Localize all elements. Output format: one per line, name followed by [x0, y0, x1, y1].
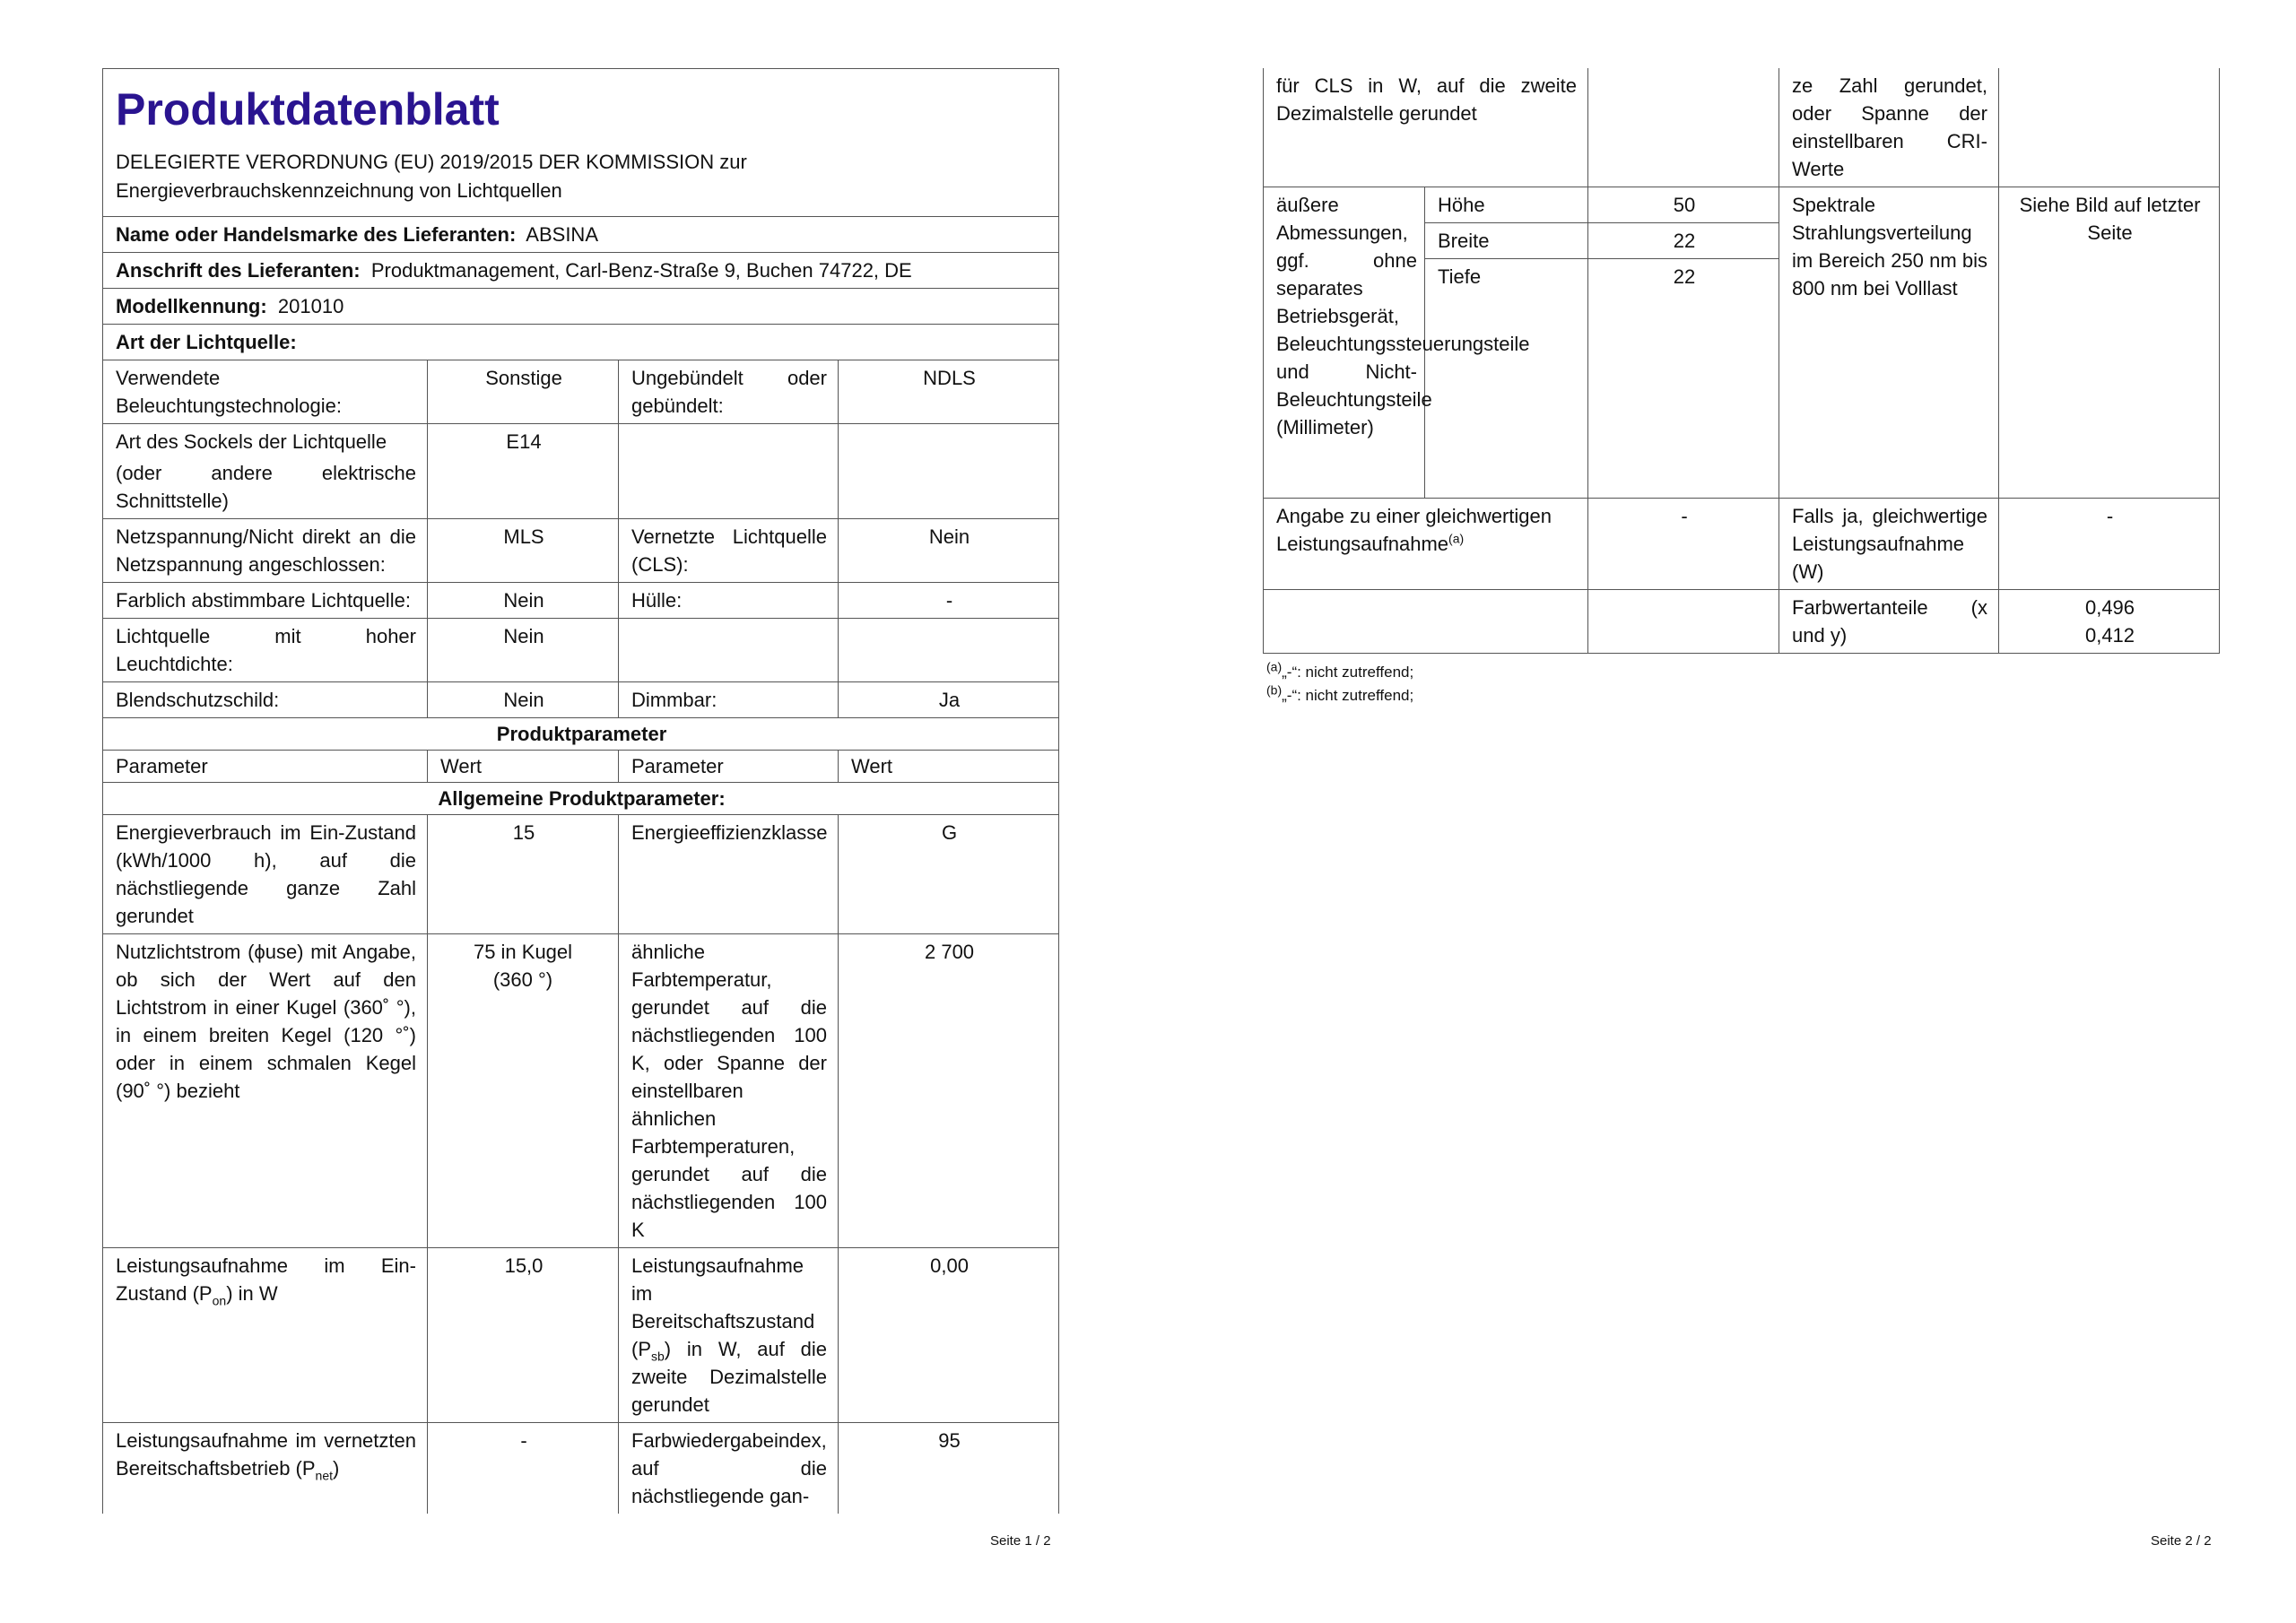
if-yes-power-value: -	[1999, 499, 2220, 590]
dimmable-label: Dimmbar:	[619, 682, 839, 718]
model-row	[103, 289, 1059, 325]
if-yes-power-label: Falls ja, gleichwertige Leistungsaufnahme (W)	[1779, 499, 1999, 590]
tunable-value: Nein	[428, 583, 619, 619]
energy-class-label: Energieeffizienzklasse	[619, 815, 839, 934]
supplier-address-value: Produktmanagement, Carl-Benz-Straße 9, Buchen 74722, DE	[370, 259, 912, 282]
chromaticity-y: 0,412	[2084, 624, 2135, 647]
supplier-address-row	[103, 253, 1059, 289]
cri-label: Farbwiedergabeindex, auf die nächstliegende gan-	[619, 1423, 839, 1515]
column-header-value: Wert	[428, 751, 619, 783]
empty-cell	[839, 619, 1059, 682]
table-row	[1264, 187, 2220, 223]
supplier-name-label: Name oder Handelsmarke des Lieferanten:	[116, 223, 517, 246]
product-data-table-continued	[1263, 68, 2220, 654]
table-row	[103, 1423, 1059, 1515]
power-standby-value: 0,00	[839, 1248, 1059, 1423]
cap-type-label: Art des Sockels der Lichtquelle	[116, 430, 387, 453]
supplier-name-value: ABSINA	[526, 223, 598, 246]
general-parameters-heading: Allgemeine Produktparameter:	[103, 783, 1059, 815]
product-parameters-heading: Produktparameter	[103, 718, 1059, 751]
cap-type-value: E14	[428, 424, 619, 519]
page-2	[1263, 0, 2219, 1549]
high-luminance-value: Nein	[428, 619, 619, 682]
envelope-label: Hülle:	[619, 583, 839, 619]
page-title: Produktdatenblatt	[116, 84, 500, 135]
mains-label: Netzspannung/Nicht direkt an die Netzspannung angeschlossen:	[103, 519, 428, 583]
light-source-type-heading: Art der Lichtquelle:	[103, 325, 1059, 360]
dimension-height-label: Höhe	[1425, 187, 1588, 223]
tunable-label: Farblich abstimmbare Lichtquelle:	[103, 583, 428, 619]
table-row	[103, 1248, 1059, 1423]
dimension-depth-value: 22	[1588, 259, 1779, 499]
chromaticity-x: 0,496	[2084, 596, 2135, 619]
power-networked-value: -	[428, 1423, 619, 1515]
supplier-name-row	[103, 217, 1059, 253]
empty-cell	[839, 424, 1059, 519]
regulation-text: DELEGIERTE VERORDNUNG (EU) 2019/2015 DER KOMMISSION zur Energieverbrauchskennzeichnung von Lichtquellen	[116, 151, 747, 202]
cls-label: Vernetzte Lichtquelle (CLS):	[619, 519, 839, 583]
empty-cell	[1588, 590, 1779, 654]
lighting-technology-value: Sonstige	[428, 360, 619, 424]
dimension-depth-label: Tiefe	[1425, 259, 1588, 499]
power-standby-label: Leistungsaufnahme im Bereitschaftszustand $(P_{sb})$ in W, auf die zweite Dezimalstelle gerundet	[619, 1248, 839, 1423]
table-row	[103, 583, 1059, 619]
column-header-parameter: Parameter	[103, 751, 428, 783]
table-row	[103, 619, 1059, 682]
table-row	[103, 360, 1059, 424]
dimensions-label: äußere Abmessungen, ggf. ohne separates Betriebsgerät, Beleuchtungssteuerungsteile und Nicht-Beleuchtungsteile (Millimeter)	[1264, 187, 1425, 499]
table-row	[103, 519, 1059, 583]
dimension-width-label: Breite	[1425, 223, 1588, 259]
table-header-row	[103, 751, 1059, 783]
continued-cri-label: ze Zahl gerundet, oder Spanne der einstellbaren CRI-Werte	[1779, 68, 1999, 187]
footnote-b: $^{(b)}$„-“: nicht zutreffend;	[1266, 682, 1414, 704]
table-row	[103, 424, 1059, 519]
empty-cell	[619, 619, 839, 682]
anti-glare-label: Blendschutzschild:	[103, 682, 428, 718]
luminous-flux-label: Nutzlichtstrom (ϕuse) mit Angabe, ob sich der Wert auf den Lichtstrom in einer Kugel (360˚ °), in einem breiten Kegel (120 °˚) oder in einem schmalen Kegel (90˚ °) bezieht	[103, 934, 428, 1248]
color-temperature-label: ähnliche Farbtemperatur, gerundet auf die nächstliegenden 100 K, oder Spanne der einstellbaren ähnlichen Farbtemperaturen, gerundet auf die nächstliegenden 100 K	[619, 934, 839, 1248]
product-data-table	[102, 68, 1059, 1514]
chromaticity-value	[1999, 590, 2220, 654]
empty-cell	[1264, 590, 1588, 654]
power-networked-label: Leistungsaufnahme im vernetzten Bereitschaftsbetrieb $(P_{net})$	[103, 1423, 428, 1515]
dimension-width-value: 22	[1588, 223, 1779, 259]
envelope-value: -	[839, 583, 1059, 619]
model-label: Modellkennung:	[116, 295, 267, 317]
table-row	[103, 934, 1059, 1248]
table-row	[103, 815, 1059, 934]
energy-class-value: G	[839, 815, 1059, 934]
energy-consumption-value: 15	[428, 815, 619, 934]
continued-networked-label: für CLS in W, auf die zweite Dezimalstelle gerundet	[1264, 68, 1588, 187]
page-1	[102, 0, 1058, 1549]
table-row	[1264, 68, 2220, 187]
dimmable-value: Ja	[839, 682, 1059, 718]
header-cell	[103, 69, 1059, 217]
power-on-value: 15,0	[428, 1248, 619, 1423]
equivalent-power-value: -	[1588, 499, 1779, 590]
table-row	[103, 682, 1059, 718]
anti-glare-value: Nein	[428, 682, 619, 718]
empty-cell	[1588, 68, 1779, 187]
directional-label: Ungebündelt oder gebündelt:	[619, 360, 839, 424]
footnote-a: $^{(a)}$„-“: nicht zutreffend;	[1266, 659, 1414, 681]
empty-cell	[1999, 68, 2220, 187]
column-header-parameter: Parameter	[619, 751, 839, 783]
column-header-value: Wert	[839, 751, 1059, 783]
table-row	[1264, 590, 2220, 654]
mains-value: MLS	[428, 519, 619, 583]
model-value: 201010	[277, 295, 344, 317]
high-luminance-label: Lichtquelle mit hoher Leuchtdichte:	[103, 619, 428, 682]
chromaticity-label: Farbwertanteile (x und y)	[1779, 590, 1999, 654]
directional-value: NDLS	[839, 360, 1059, 424]
page-number: Seite 1 / 2	[990, 1533, 1051, 1549]
table-row	[1264, 499, 2220, 590]
empty-cell	[619, 424, 839, 519]
lighting-technology-label: Verwendete Beleuchtungstechnologie:	[103, 360, 428, 424]
cri-value: 95	[839, 1423, 1059, 1515]
cap-type-cell	[103, 424, 428, 519]
energy-consumption-label: Energieverbrauch im Ein-Zustand (kWh/1000 h), auf die nächstliegende ganze Zahl gerundet	[103, 815, 428, 934]
spectral-label: Spektrale Strahlungsverteilung im Bereich 250 nm bis 800 nm bei Volllast	[1779, 187, 1999, 499]
dimension-height-value: 50	[1588, 187, 1779, 223]
power-on-label: Leistungsaufnahme im Ein-Zustand $(P_{on})$ in W	[103, 1248, 428, 1423]
equivalent-power-label: Angabe zu einer gleichwertigen Leistungsaufnahme$^{(a)}$	[1264, 499, 1588, 590]
supplier-address-label: Anschrift des Lieferanten:	[116, 259, 361, 282]
spectral-value: Siehe Bild auf letzter Seite	[1999, 187, 2220, 499]
cls-value: Nein	[839, 519, 1059, 583]
color-temperature-value: 2 700	[839, 934, 1059, 1248]
luminous-flux-value: 75 in Kugel (360 °)	[428, 934, 619, 1248]
footnotes	[1263, 655, 2219, 713]
page-number: Seite 2 / 2	[2151, 1533, 2212, 1549]
cap-type-note: (oder andere elektrische Schnittstelle)	[116, 462, 416, 512]
